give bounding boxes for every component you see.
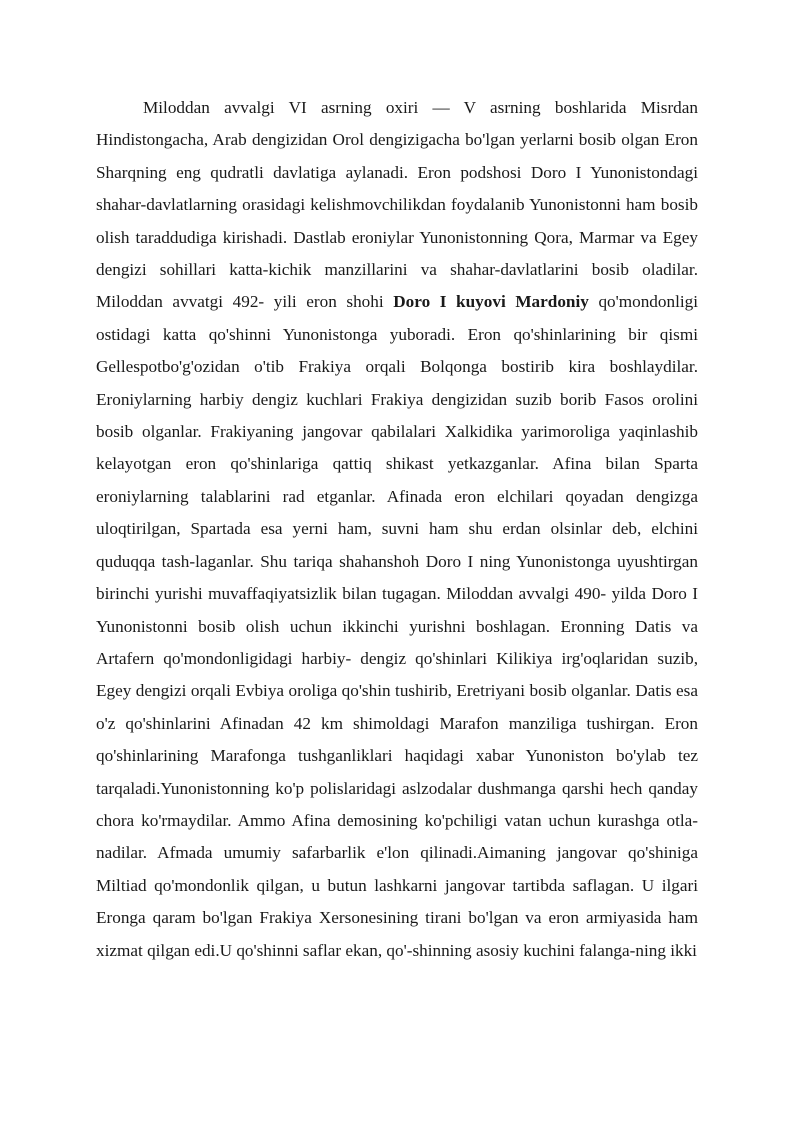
document-page [96, 92, 698, 1072]
paragraph-text-start: Miloddan avvalgi VI asrning oxiri — V asrning boshlarida Misrdan Hindistongacha, Arab dengizidan Orol dengizigacha bo'lgan yerlarni bosib olgan Eron Sharqning eng qudratli davlatiga aylanadi. Eron podshosi Doro I Yunonistondagi shahar-davlatlarning orasidagi kelishmovchilikdan foydalanib Yunonistonni ham bosib olish taraddudiga kirishadi. Dastlab eroniylar Yunonistonning Qora, Marmar va Egey dengizi sohillari katta-kichik manzillarini va shahar-davlatlarini bosib oladilar. Miloddan avvatgi 492- yili eron shohi [96, 98, 698, 312]
body-paragraph [96, 92, 698, 967]
bold-phrase: Doro I kuyovi Mardoniy [393, 292, 589, 312]
paragraph-text-rest: qo'mondonligi ostidagi katta qo'shinni Yunonistonga yuboradi. Eron qo'shinlarining bir qismi Gellespotbo'g'ozidan o'tib Frakiya orqali Bolqonga bostirib kira boshlaydilar. Eroniylarning harbiy dengiz kuchlari Frakiya dengizidan suzib borib Fasos orolini bosib olganlar. Frakiyaning jangovar qabilalari Xalkidika yarimoroliga yaqinlashib kelayotgan eron qo'shinlariga qattiq shikast yetkazganlar. Afina bilan Sparta eroniylarning talablarini rad etganlar. Afinada eron elchilari qoyadan dengizga uloqtirilgan, Spartada esa yerni ham, suvni ham shu erdan olsinlar deb, elchini quduqqa tash-laganlar. Shu tariqa shahanshoh Doro I ning Yunonistonga uyushtirgan birinchi yurishi muvaffaqiyatsizlik bilan tugagan. Miloddan avvalgi 490- yilda Doro I Yunonistonni bosib olish uchun ikkinchi yurishni boshlagan. Eronning Datis va Artafern qo'mondonligidagi harbiy- dengiz qo'shinlari Kilikiya irg'oqlaridan suzib, Egey dengizi orqali Evbiya oroliga qo'shin tushirib, Eretriyani bosib olganlar. Datis esa o'z qo'shinlarini Afinadan 42 km shimoldagi Marafon manziliga tushirgan. Eron qo'shinlarining Marafonga tushganliklari haqidagi xabar Yunoniston bo'ylab tez tarqaladi.Yunonistonning ko'p polislaridagi aslzodalar dushmanga qarshi hech qanday chora ko'rmaydilar. Ammo Afina demosining ko'pchiligi vatan uchun kurashga otla-nadilar. Afmada umumiy safarbarlik e'lon qilinadi.Aimaning jangovar qo'shiniga Miltiad qo'mondonlik qilgan, u butun lashkarni jangovar tartibda saflagan. U ilgari Eronga qaram bo'lgan Frakiya Xersonesining tirani bo'lgan va eron armiyasida ham xizmat qilgan edi.U qo'shinni saflar ekan, qo'-shinning asosiy kuchini falanga-ning ikki [96, 292, 698, 960]
